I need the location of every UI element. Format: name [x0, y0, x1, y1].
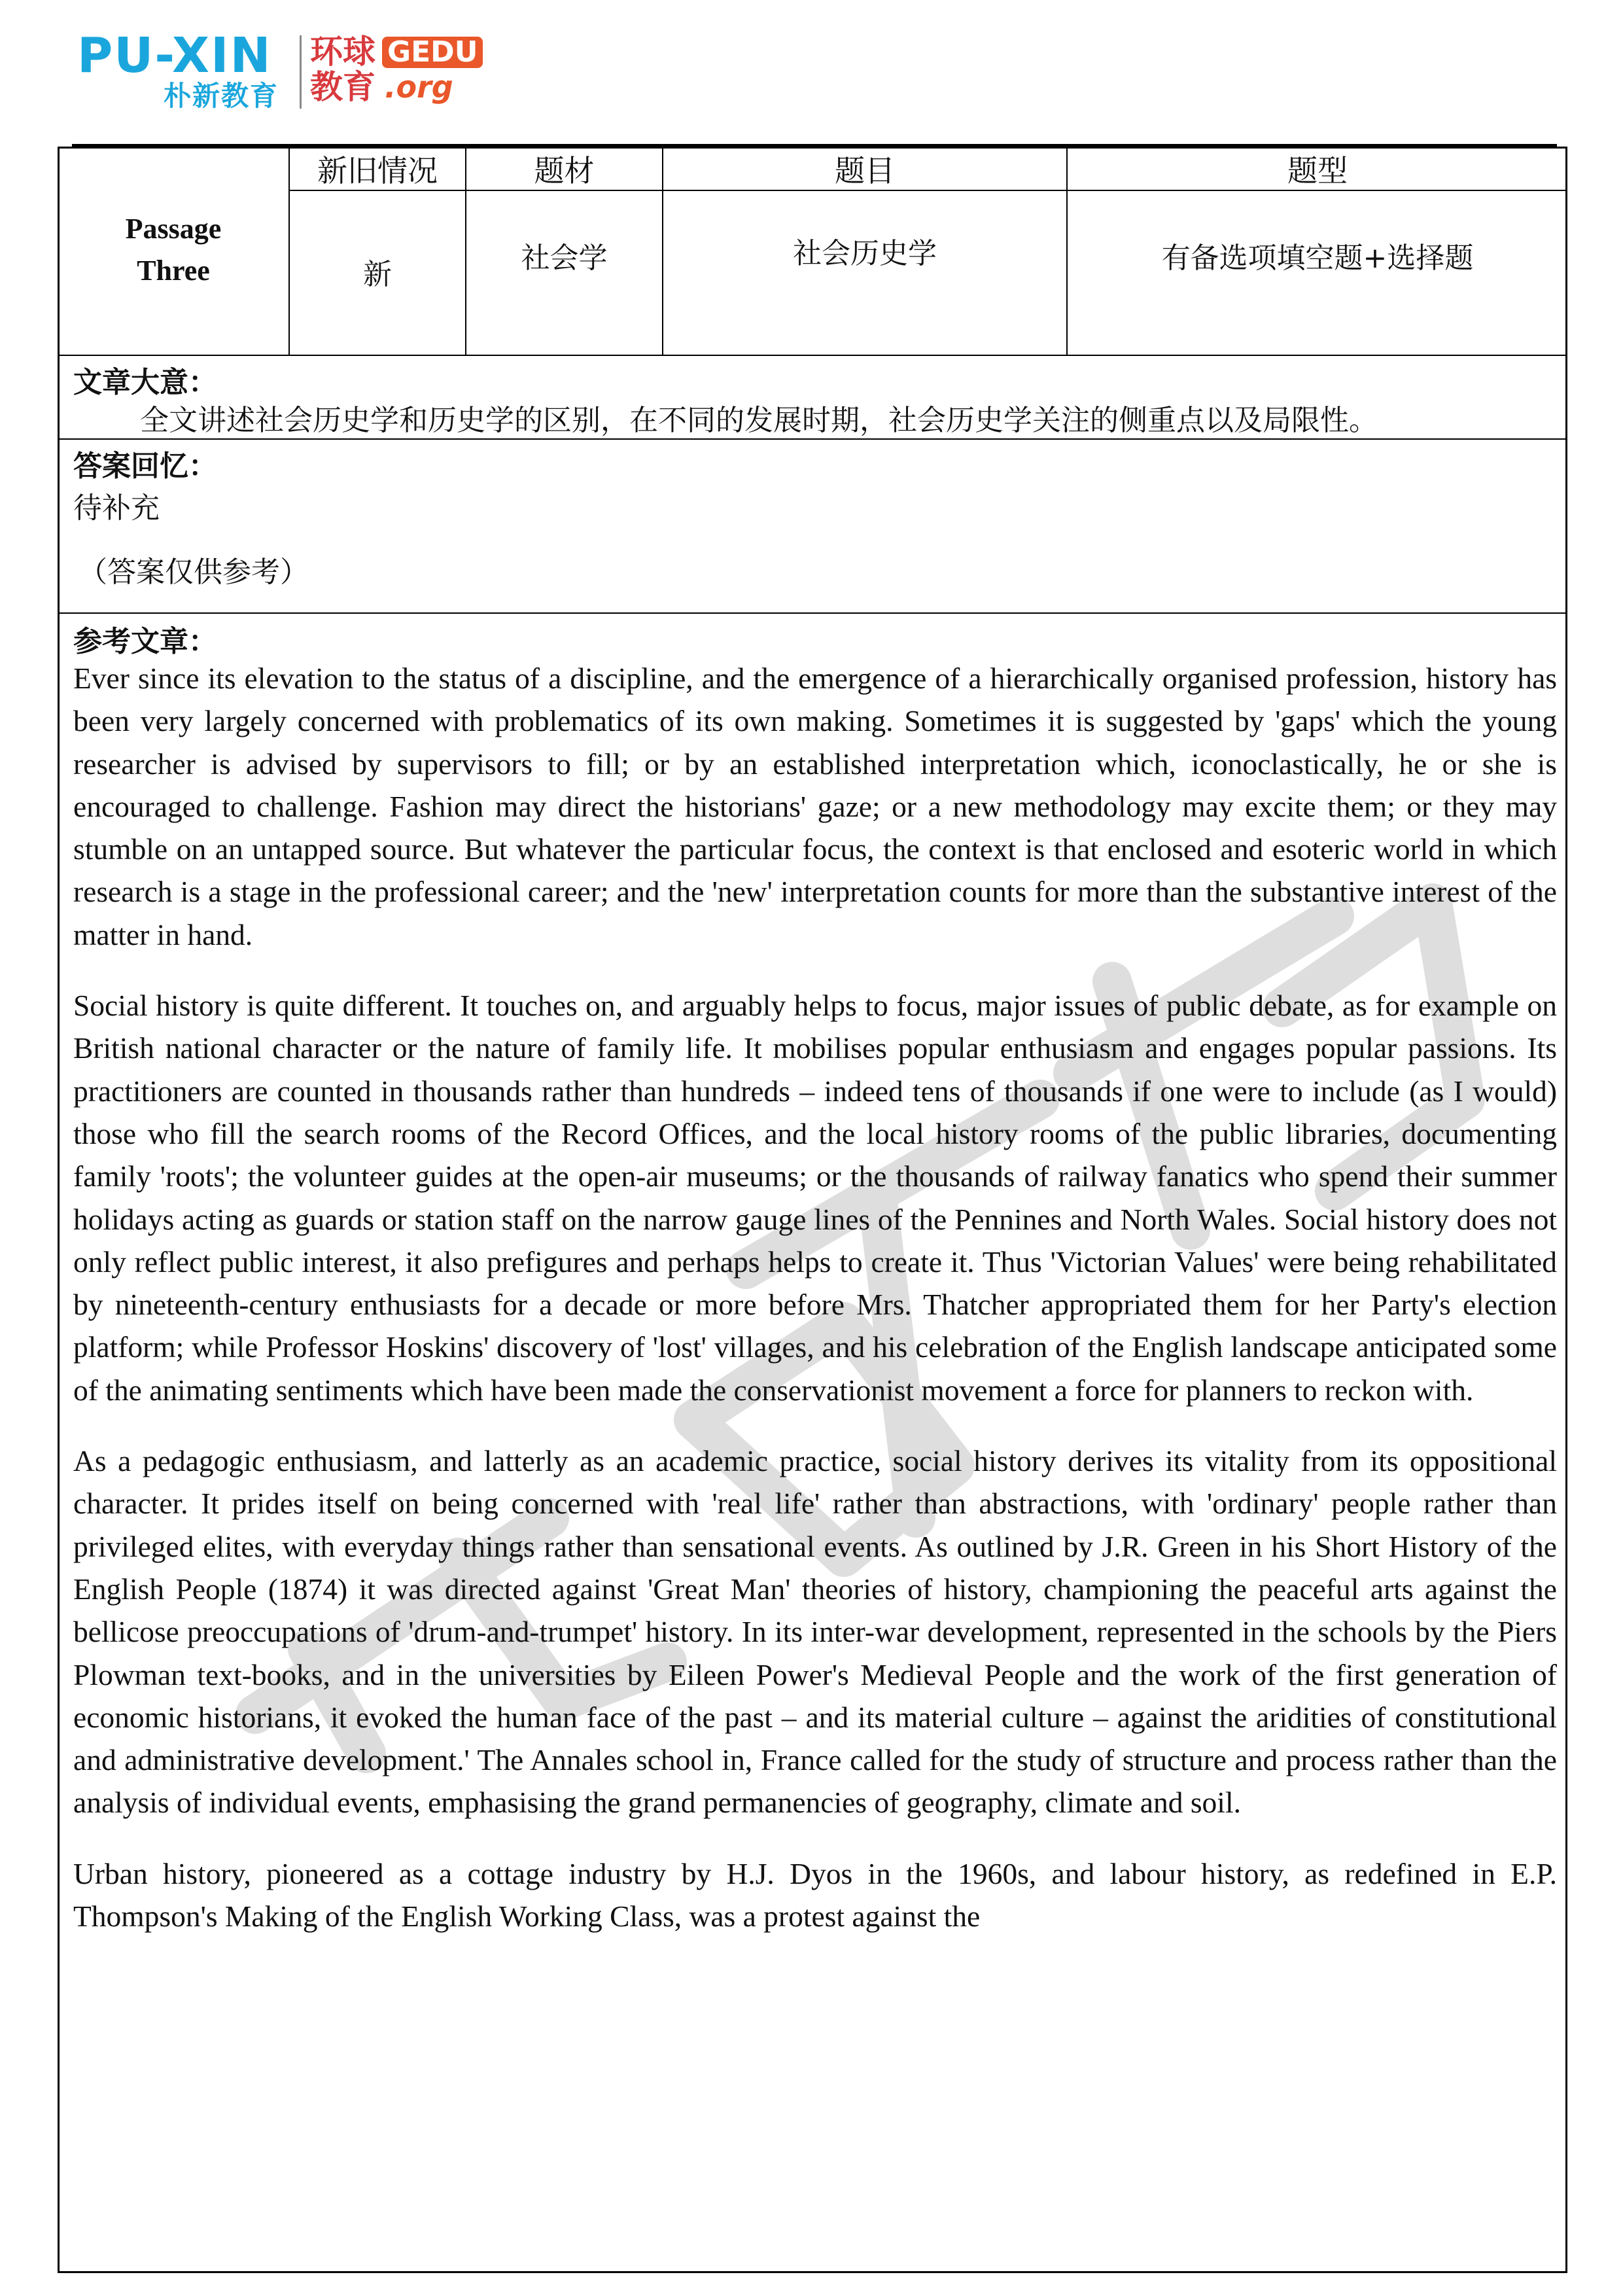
- table-divider: [58, 355, 1567, 356]
- summary-text: 全文讲述社会历史学和历史学的区别，在不同的发展时期，社会历史学关注的侧重点以及局限性。: [140, 404, 1378, 437]
- gedu-logo-org: .org: [385, 69, 453, 105]
- table-divider: [288, 190, 1567, 191]
- article-title: 参考文章：: [73, 625, 217, 658]
- logo-divider: [300, 35, 302, 109]
- article-paragraph: Social history is quite different. It touches on, and arguably helps to focus, major issues of public debate, as for example on British national character or the nature of family life. It mobilises popular enthusiasm and engages popular passions. Its practitioners are counted in thousands rather than hundreds – indeed tens of thousands if one were to include (as I would) those who fill the search rooms of the Record Offices, and the local history rooms of the public libraries, documenting family 'roots'; the volunteer guides at the open-air museums; or the thousands of railway fanatics who spend their summer holidays acting as guards or station staff on the narrow gauge lines of the Pennines and North Wales. Social history does not only reflect public interest, it also prefigures and perhaps helps to create it. Thus 'Victorian Values' were being rehabilitated by nineteenth-century enthusiasts for a decade or more before Mrs. Thatcher appropriated them for her Party's election platform; while Professor Hoskins' discovery of 'lost' villages, and his celebration of the English landscape anticipated some of the animating sentiments which have been made the conservationist movement a force for planners to reckon with.: [73, 989, 1557, 1407]
- article-paragraph: Urban history, pioneered as a cottage industry by H.J. Dyos in the 1960s, and labour history, as redefined in E.P. Thompson's Making of the English Working Class, was a protest against the: [73, 1856, 1557, 1934]
- value-topic: 社会学: [521, 241, 608, 275]
- logo: [77, 27, 478, 116]
- puxin-logo-text: PU-XIN: [77, 27, 272, 84]
- table-divider: [58, 612, 1567, 614]
- summary-title: 文章大意：: [73, 366, 217, 399]
- value-question-type: 有备选项填空题+选择题: [1161, 241, 1474, 275]
- gedu-logo-badge: GEDU: [382, 37, 483, 68]
- header-question-type: 题型: [1287, 153, 1348, 188]
- table-divider: [58, 438, 1567, 440]
- header-status: 新旧情况: [317, 153, 438, 188]
- value-status: 新: [363, 258, 392, 291]
- header-topic: 题材: [534, 153, 595, 188]
- article-body: [73, 657, 1557, 1966]
- puxin-logo-cn: 朴新教育: [164, 80, 279, 112]
- answers-note: （答案仅供参考）: [79, 556, 309, 589]
- value-title: 社会历史学: [793, 237, 937, 270]
- article-paragraph: Ever since its elevation to the status of a discipline, and the emergence of a hierarchically organised profession, history has been very largely concerned with problematics of its own making. Sometimes it is suggested by 'gaps' which the young researcher is advised by supervisors to fill; or by an established interpretation which, iconoclastically, he or she is encouraged to challenge. Fashion may direct the historians' gaze; or a new methodology may excite them; or they may stumble on an untapped source. But whatever the particular focus, the context is that enclosed and esoteric world in which research is a stage in the professional career; and the 'new' interpretation counts for more than the substantive interest of the matter in hand.: [73, 662, 1557, 951]
- gedu-logo-cn: 环球 教育: [310, 33, 375, 106]
- article-paragraph: As a pedagogic enthusiasm, and latterly as an academic practice, social history derives its vitality from its oppositional character. It prides itself on being concerned with 'real life' rather than abstractions, with 'ordinary' people rather than privileged elites, with everyday things rather than sensational events. As outlined by J.R. Green in his Short History of the English People (1874) it was directed against 'Great Man' theories of history, championing the peaceful arts against the bellicose preoccupations of 'drum-and-trumpet' history. In its inter-war development, represented in the schools by the Piers Plowman text-books, and in the universities by Eileen Power's Medieval People and the work of the first generation of economic historians, it evoked the human face of the past – and its material culture – against the aridities of constitutional and administrative development.' The Annales school in, France called for the study of structure and process rather than the analysis of individual events, emphasising the grand permanencies of geography, climate and soil.: [73, 1444, 1557, 1820]
- passage-label: Passage Three: [125, 213, 222, 287]
- answers-pending: 待补充: [73, 491, 160, 525]
- header-title: 题目: [835, 153, 895, 188]
- answers-title: 答案回忆：: [73, 450, 217, 483]
